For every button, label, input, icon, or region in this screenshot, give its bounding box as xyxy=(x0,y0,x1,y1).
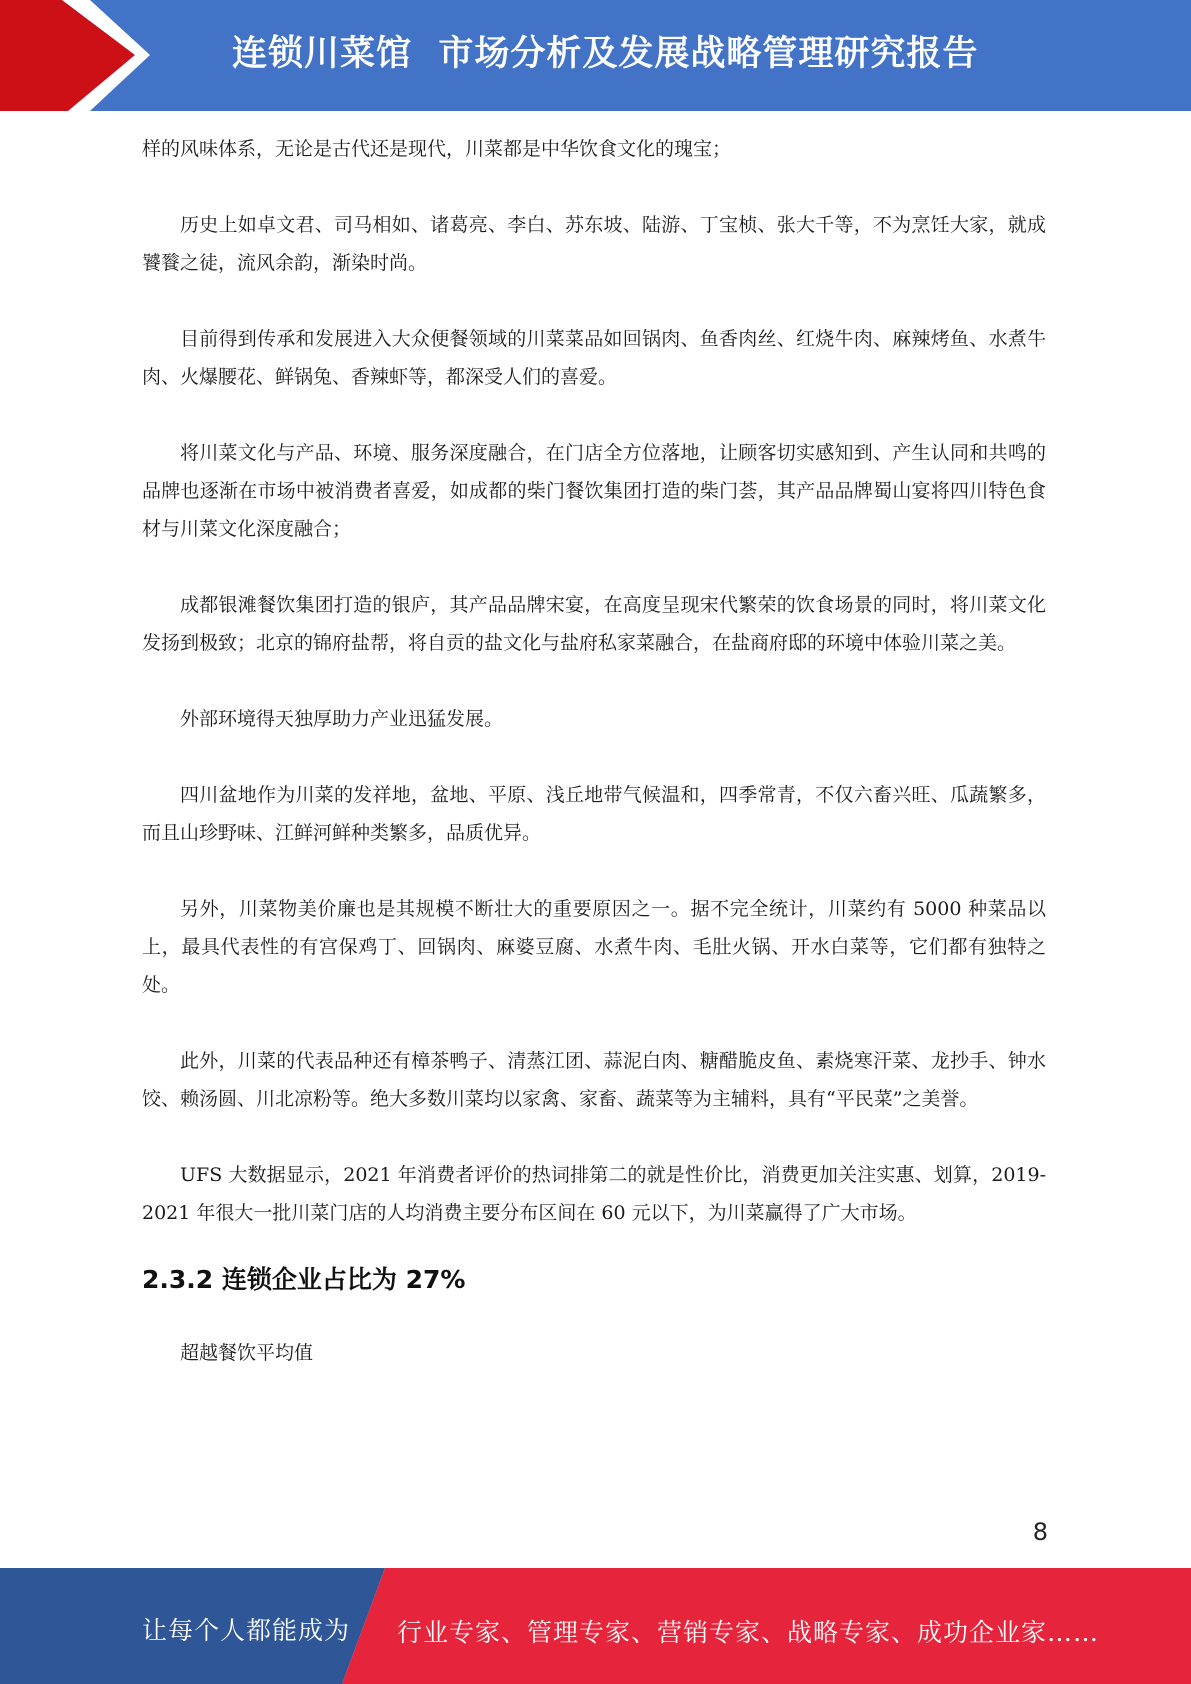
paragraph: 将川菜文化与产品、环境、服务深度融合，在门店全方位落地，让顾客切实感知到、产生认同和共鸣的品牌也逐渐在市场中被消费者喜爱，如成都的柴门餐饮集团打造的柴门荟，其产品品牌蜀山宴将四川特色食材与川菜文化深度融合； xyxy=(142,442,1046,540)
paragraph: 样的风味体系，无论是古代还是现代，川菜都是中华饮食文化的瑰宝； xyxy=(142,138,732,160)
section-heading: 2.3.2 连锁企业占比为 27% xyxy=(142,1265,466,1294)
footer-slogan-right: 行业专家、管理专家、营销专家、战略专家、成功企业家…… xyxy=(397,1618,1100,1647)
paragraph: 成都银滩餐饮集团打造的银庐，其产品品牌宋宴，在高度呈现宋代繁荣的饮食场景的同时，将川菜文化发扬到极致；北京的锦府盐帮，将自贡的盐文化与盐府私家菜融合，在盐商府邸的环境中体验川菜之美。 xyxy=(142,594,1046,654)
footer-slogan-left: 让每个人都能成为 xyxy=(142,1616,351,1645)
page-footer xyxy=(0,1568,1191,1684)
page-header xyxy=(0,0,1191,111)
paragraph: 此外，川菜的代表品种还有樟茶鸭子、清蒸江团、蒜泥白肉、糖醋脆皮鱼、素烧寒汗菜、龙抄手、钟水饺、赖汤圆、川北凉粉等。绝大多数川菜均以家禽、家畜、蔬菜等为主辅料，具有“平民菜”之美誉。 xyxy=(142,1050,1046,1110)
paragraph: 目前得到传承和发展进入大众便餐领域的川菜菜品如回锅肉、鱼香肉丝、红烧牛肉、麻辣烤鱼、水煮牛肉、火爆腰花、鲜锅兔、香辣虾等，都深受人们的喜爱。 xyxy=(142,328,1046,388)
page-number: 8 xyxy=(1032,1518,1048,1546)
paragraph: 四川盆地作为川菜的发祥地，盆地、平原、浅丘地带气候温和，四季常青，不仅六畜兴旺、瓜蔬繁多，而且山珍野味、江鲜河鲜种类繁多，品质优异。 xyxy=(142,784,1046,844)
paragraph: 外部环境得天独厚助力产业迅猛发展。 xyxy=(180,708,504,730)
paragraph: 历史上如卓文君、司马相如、诸葛亮、李白、苏东坡、陆游、丁宝桢、张大千等，不为烹饪大家，就成饕餮之徒，流风余韵，渐染时尚。 xyxy=(142,214,1046,274)
document-body xyxy=(142,130,1046,1410)
paragraph: 超越餐饮平均值 xyxy=(180,1342,314,1364)
report-title: 连锁川菜馆 市场分析及发展战略管理研究报告 xyxy=(232,34,979,74)
paragraph: 另外，川菜物美价廉也是其规模不断壮大的重要原因之一。据不完全统计，川菜约有 5000 种菜品以上，最具代表性的有宫保鸡丁、回锅肉、麻婆豆腐、水煮牛肉、毛肚火锅、开水白菜等，它们都有独特之处。 xyxy=(142,898,1046,996)
paragraph: UFS 大数据显示，2021 年消费者评价的热词排第二的就是性价比，消费更加关注实惠、划算，2019-2021 年很大一批川菜门店的人均消费主要分布区间在 60 元以下，为川菜赢得了广大市场。 xyxy=(142,1164,1046,1224)
